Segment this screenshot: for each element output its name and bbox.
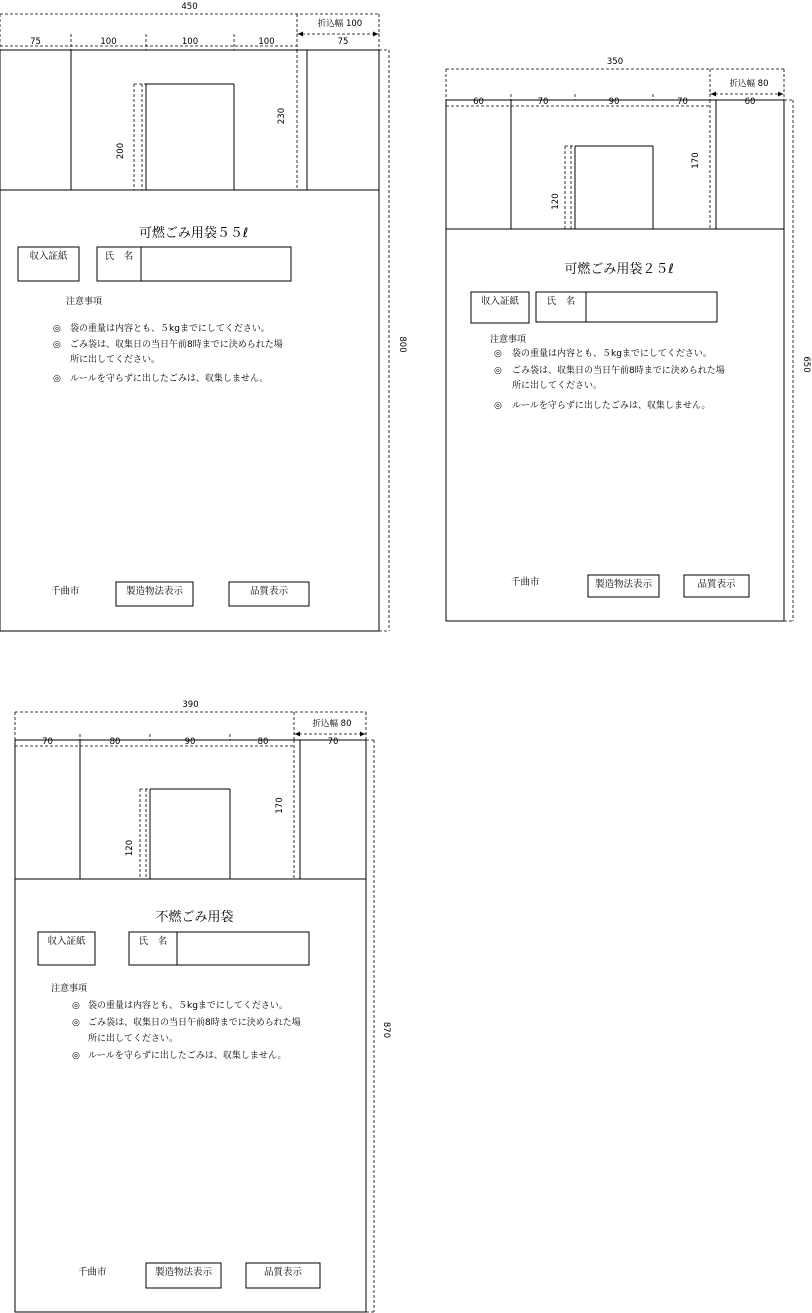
panel-width-label-5: 60 xyxy=(744,97,756,107)
note-line-2: ごみ袋は、収集日の当日午前8時までに決められた場 xyxy=(88,1018,301,1028)
bullet-icon: ◎ xyxy=(53,340,61,350)
note-line-3: 所に出してください。 xyxy=(70,355,161,365)
panel-width-label-5: 75 xyxy=(337,37,349,47)
arrow-icon xyxy=(778,92,783,97)
arrow-icon xyxy=(360,732,365,737)
height-label: 650 xyxy=(801,356,811,373)
note-line-1: 袋の重量は内容とも、５kgまでにしてください。 xyxy=(88,1001,288,1011)
bag-drawing-bag55 xyxy=(0,2,407,631)
note-line-3: 所に出してください。 xyxy=(512,381,603,391)
bullet-icon: ◎ xyxy=(53,374,61,384)
panel-width-label-5: 70 xyxy=(327,737,339,747)
note-line-4: ルールを守らずに出したごみは、収集しません。 xyxy=(88,1051,287,1061)
panel-width-label-3: 100 xyxy=(181,37,199,47)
fold-width-label: 折込幅 80 xyxy=(729,79,769,89)
quality-label: 品質表示 xyxy=(249,586,289,597)
fold-width-label: 折込幅 100 xyxy=(317,19,363,29)
city-name: 千曲市 xyxy=(51,586,80,597)
total-width-label: 350 xyxy=(606,57,624,67)
bullet-icon: ◎ xyxy=(494,401,502,411)
panel-width-label-2: 70 xyxy=(537,97,549,107)
manufacture-label: 製造物法表示 xyxy=(154,1267,213,1278)
bag-title: 可燃ごみ用袋２５ℓ xyxy=(564,262,674,277)
name-label: 氏 名 xyxy=(104,251,134,262)
panel-width-label-4: 70 xyxy=(677,97,688,107)
panel-width-label-1: 75 xyxy=(30,37,41,47)
quality-label: 品質表示 xyxy=(697,579,736,590)
total-width-label: 450 xyxy=(181,2,198,12)
tab-height-label: 120 xyxy=(551,193,561,210)
bag-outline xyxy=(446,100,784,621)
note-line-4: ルールを守らずに出したごみは、収集しません。 xyxy=(512,401,711,411)
panel-width-label-1: 70 xyxy=(42,737,53,747)
note-line-2: ごみ袋は、収集日の当日午前8時までに決められた場 xyxy=(512,366,725,376)
height-label: 870 xyxy=(381,1021,391,1039)
notes-heading: 注意事項 xyxy=(490,335,527,345)
arrow-icon xyxy=(373,32,378,37)
notes-heading: 注意事項 xyxy=(51,984,88,994)
note-line-2: ごみ袋は、収集日の当日午前8時までに決められた場 xyxy=(70,340,283,350)
revenue-stamp-label: 収入証紙 xyxy=(480,296,520,307)
note-line-3: 所に出してください。 xyxy=(88,1034,179,1044)
fold-width-label: 折込幅 80 xyxy=(312,719,352,729)
note-line-1: 袋の重量は内容とも、５kgまでにしてください。 xyxy=(512,349,712,359)
arrow-icon xyxy=(298,32,303,37)
bag-title: 不燃ごみ用袋 xyxy=(155,910,234,925)
note-line-1: 袋の重量は内容とも、５kgまでにしてください。 xyxy=(70,324,270,334)
name-label: 氏 名 xyxy=(546,296,576,307)
panel-width-label-3: 90 xyxy=(184,737,196,747)
flap-height-label: 170 xyxy=(275,797,285,814)
total-width-label: 390 xyxy=(182,700,199,710)
bullet-icon: ◎ xyxy=(72,1018,80,1028)
panel-width-label-4: 80 xyxy=(257,737,269,747)
quality-label: 品質表示 xyxy=(263,1267,303,1278)
flap-height-label: 170 xyxy=(691,152,701,169)
panel-width-label-2: 100 xyxy=(100,37,117,47)
bag-drawing-bag25 xyxy=(446,57,811,621)
name-label: 氏 名 xyxy=(138,936,168,947)
flap-height-label: 230 xyxy=(277,107,287,125)
bag-title: 可燃ごみ用袋５５ℓ xyxy=(138,226,249,241)
revenue-stamp-label: 収入証紙 xyxy=(47,936,86,947)
bullet-icon: ◎ xyxy=(72,1051,80,1061)
bullet-icon: ◎ xyxy=(72,1001,80,1011)
arrow-icon xyxy=(711,92,716,97)
panel-width-label-1: 60 xyxy=(473,97,484,107)
note-line-4: ルールを守らずに出したごみは、収集しません。 xyxy=(70,374,269,384)
manufacture-label: 製造物法表示 xyxy=(125,586,184,597)
city-name: 千曲市 xyxy=(78,1267,107,1278)
tab-height-label: 120 xyxy=(125,839,135,857)
arrow-icon xyxy=(295,732,300,737)
panel-width-label-2: 80 xyxy=(109,737,121,747)
city-name: 千曲市 xyxy=(511,577,540,588)
manufacture-label: 製造物法表示 xyxy=(594,579,653,590)
height-label: 800 xyxy=(397,336,407,353)
notes-heading: 注意事項 xyxy=(66,297,103,307)
revenue-stamp-label: 収入証紙 xyxy=(29,251,68,262)
bag-drawing-bagNB xyxy=(15,700,391,1312)
bullet-icon: ◎ xyxy=(53,324,61,334)
bullet-icon: ◎ xyxy=(494,349,502,359)
tab-height-label: 200 xyxy=(116,142,126,160)
bullet-icon: ◎ xyxy=(494,366,502,376)
panel-width-label-4: 100 xyxy=(258,37,275,47)
panel-width-label-3: 90 xyxy=(608,97,620,107)
